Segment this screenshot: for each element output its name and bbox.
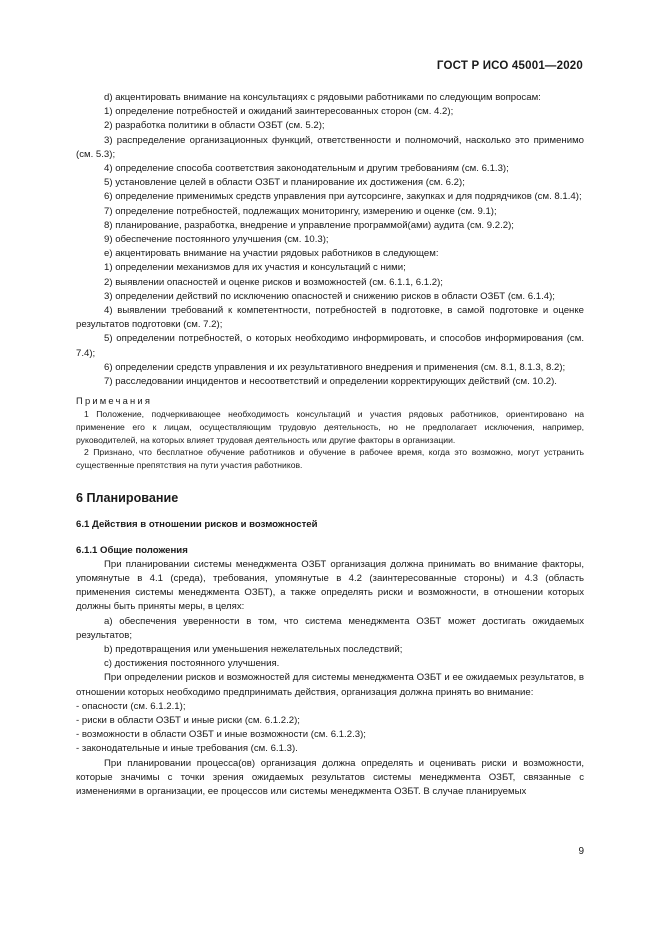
list-item: 6) определении средств управления и их результативного внедрения и применения (см. 8.1, 8.1.3, 8.2); bbox=[104, 361, 566, 373]
list-item: d) акцентировать внимание на консультациях с рядовыми работниками по следующим вопросам: bbox=[104, 92, 541, 103]
list-item: 1) определение потребностей и ожиданий заинтересованных сторон (см. 4.2); bbox=[104, 106, 454, 118]
page-number: 9 bbox=[578, 846, 584, 857]
list-item: е) акцентировать внимание на участии рядовых работников в следующем: bbox=[104, 248, 439, 260]
dash-list-item: - опасности (см. 6.1.2.1); bbox=[76, 700, 186, 712]
list-item: 5) установление целей в области ОЗБТ и планирование их достижения (см. 6.2); bbox=[104, 177, 465, 189]
list-e bbox=[76, 247, 584, 389]
list-item: 3) определении действий по исключению опасностей и снижению рисков в области ОЗБТ (см. 6.1.4); bbox=[104, 290, 555, 302]
list-d bbox=[76, 91, 584, 247]
list-item: 8) планирование, разработка, внедрение и управление программой(ами) аудита (см. 9.2.2); bbox=[104, 219, 514, 231]
list-item: 2) разработка политики в области ОЗБТ (см. 5.2); bbox=[104, 120, 325, 132]
list-item: 3) распределение организационных функций, ответственности и полномочий, насколько это применимо (см. 5.3); bbox=[76, 134, 584, 160]
list-item: 5) определении потребностей, о которых необходимо информировать, и способов информирования (см. 7.4); bbox=[76, 333, 584, 359]
paragraph: При планировании системы менеджмента ОЗБТ организация должна принимать во внимание факторы, упомянутые в 4.1 (среда), требования, упомянутые в 4.2 (заинтересованные стороны) и 4.3 (область применения системы менеджмента ОЗБТ), а также определять риски и возможности, в отношении которых должны быть приняты меры, в целях: bbox=[76, 558, 584, 613]
list-item: 2) выявлении опасностей и оценке рисков и возможностей (см. 6.1.1, 6.1.2); bbox=[104, 276, 443, 288]
list-item: 6) определение применимых средств управления при аутсорсинге, закупках и для подрядчиков (см. 8.1.4); bbox=[104, 191, 582, 203]
notes-heading: Примечания bbox=[76, 395, 153, 407]
subsection-title: 6.1 Действия в отношении рисков и возможностей bbox=[76, 519, 318, 531]
paragraph: При планировании процесса(ов) организация должна определять и оценивать риски и возможности, которые значимы с точки зрения ожидаемых результатов системы менеджмента ОЗБТ, связанные с изменениями в организации, ее процессов или системы менеджмента ОЗБТ. В случае планируемых bbox=[76, 757, 584, 798]
list-item: 7) определение потребностей, подлежащих мониторингу, измерению и оценке (см. 9.1); bbox=[104, 205, 497, 217]
note-item: 1 Положение, подчеркивающее необходимость консультаций и участия рядовых работников, ориентировано на применение его к лицам, осуществляющим трудовую деятельность, но не предполагает исключения, например, руководителей, на которых влияет трудовая деятельность или другие факторы в организации. bbox=[76, 409, 584, 445]
note-item: 2 Признано, что бесплатное обучение работников и обучение в рабочее время, когда это возможно, могут устранить существенные препятствия на пути участия работников. bbox=[76, 447, 584, 470]
dash-list-item: - возможности в области ОЗБТ и иные возможности (см. 6.1.2.3); bbox=[76, 729, 366, 741]
page-content bbox=[76, 91, 584, 799]
list-item: c) достижения постоянного улучшения. bbox=[104, 658, 280, 670]
list-item: 4) выявлении требований к компетентности, потребностей в подготовке, в самой подготовке и оценке результатов подготовки (см. 7.2); bbox=[76, 305, 584, 331]
list-item: a) обеспечения уверенности в том, что система менеджмента ОЗБТ может достигать ожидаемых результатов; bbox=[76, 615, 584, 641]
standard-header: ГОСТ Р ИСО 45001—2020 bbox=[436, 60, 583, 72]
list-item: 1) определении механизмов для их участия и консультаций с ними; bbox=[104, 262, 406, 274]
paragraph: При определении рисков и возможностей для системы менеджмента ОЗБТ и ее ожидаемых результатов, в отношении которых необходимо предпринимать действия, организация должна принять во внимание: bbox=[76, 672, 584, 698]
list-item: 9) обеспечение постоянного улучшения (см. 10.3); bbox=[104, 234, 329, 246]
list-item: 7) расследовании инцидентов и несоответствий и определении корректирующих действий (см. 10.2). bbox=[104, 376, 557, 388]
list-item: 4) определение способа соответствия законодательным и другим требованиям (см. 6.1.3); bbox=[104, 163, 509, 175]
list-item: b) предотвращения или уменьшения нежелательных последствий; bbox=[104, 644, 403, 656]
dash-list-item: - законодательные и иные требования (см. 6.1.3). bbox=[76, 743, 298, 755]
subsubsection-title: 6.1.1 Общие положения bbox=[76, 544, 188, 556]
dash-list-item: - риски в области ОЗБТ и иные риски (см. 6.1.2.2); bbox=[76, 715, 300, 727]
section-title: 6 Планирование bbox=[76, 491, 179, 506]
